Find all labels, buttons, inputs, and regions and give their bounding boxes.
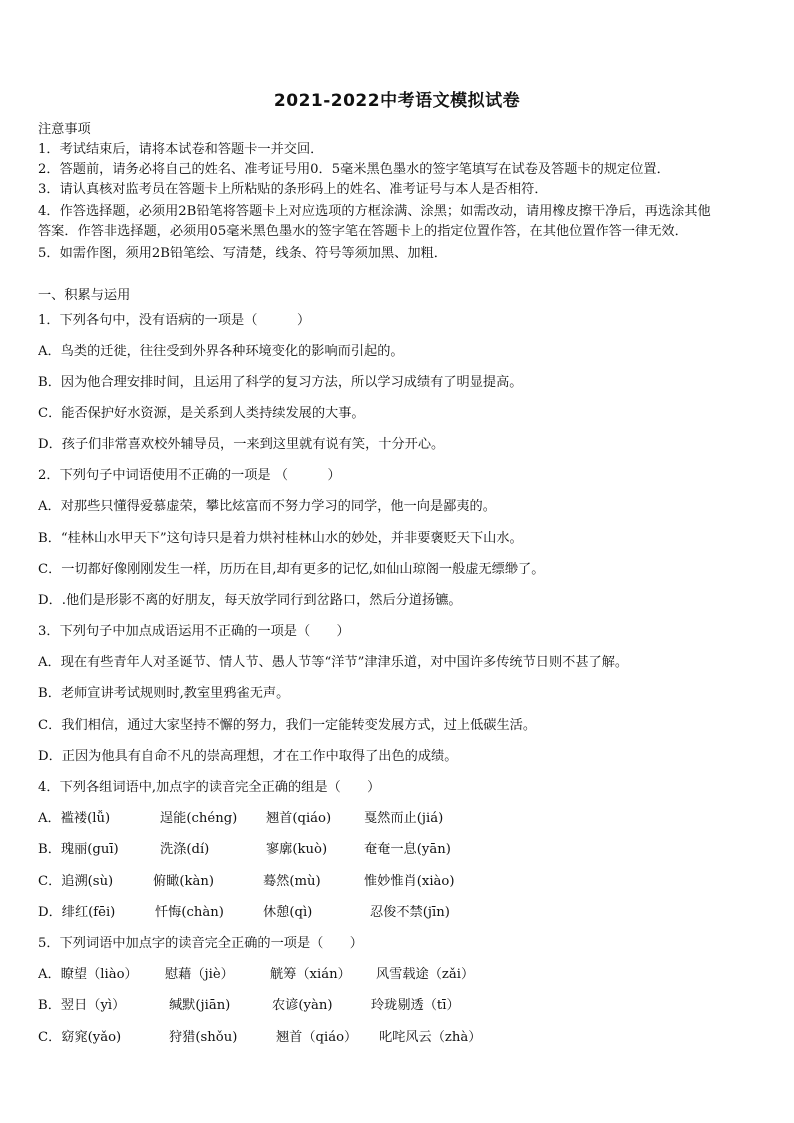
option-cell: B．瑰丽(guī) (38, 842, 119, 857)
question-option: D．孩子们非常喜欢校外辅导员，一来到这里就有说有笑，十分开心。 (38, 437, 445, 452)
question-option: A．鸟类的迁徙，往往受到外界各种环境变化的影响而引起的。 (38, 344, 404, 359)
option-cell: A．褴褛(lǚ) (38, 811, 111, 826)
option-cell: 觥筹（xián） (270, 967, 351, 982)
option-cell: A．瞭望（liào） (38, 967, 138, 982)
option-row (38, 904, 762, 922)
question-stem: 1．下列各句中，没有语病的一项是（ ） (38, 313, 311, 328)
option-cell: 农谚(yàn) (272, 998, 333, 1013)
option-cell: 寥廓(kuò) (266, 842, 328, 857)
option-cell: 慰藉（jiè） (165, 967, 234, 982)
question-option: C．我们相信，通过大家坚持不懈的努力，我们一定能转变发展方式，过上低碳生活。 (38, 718, 537, 733)
question-option: D．正因为他具有自命不凡的崇高理想，才在工作中取得了出色的成绩。 (38, 749, 458, 764)
option-row (38, 966, 762, 984)
option-cell: 缄默(jiān) (169, 998, 231, 1013)
question-option: B．老师宣讲考试规则时,教室里鸦雀无声。 (38, 686, 290, 701)
notice-item: 2．答题前，请务必将自己的姓名、准考证号用0．5毫米黑色墨水的签字笔填写在试卷及答题卡的规定位置． (38, 162, 670, 177)
notice-item: 5．如需作图，须用2B铅笔绘、写清楚，线条、符号等须加黑、加粗． (38, 246, 447, 261)
option-cell: 翘首(qiáo) (266, 811, 332, 826)
option-row (38, 1029, 762, 1047)
option-cell: 忏悔(chàn) (155, 905, 224, 920)
question-option: A．对那些只懂得爱慕虚荣，攀比炫富而不努力学习的同学，他一向是鄙夷的。 (38, 499, 496, 514)
notice-item: 1．考试结束后，请将本试卷和答题卡一并交回． (38, 142, 324, 157)
option-cell: 惟妙惟肖(xiào) (364, 874, 455, 889)
option-row (38, 810, 762, 828)
option-cell: 蓦然(mù) (263, 874, 321, 889)
question-stem: 4．下列各组词语中,加点字的读音完全正确的组是（ ） (38, 780, 381, 795)
notice-item: 3．请认真核对监考员在答题卡上所粘贴的条形码上的姓名、准考证号与本人是否相符． (38, 182, 548, 197)
question-option: B．“桂林山水甲天下”这句诗只是着力烘衬桂林山水的妙处，并非要褒贬天下山水。 (38, 531, 523, 546)
option-cell: D．绯红(fēi) (38, 905, 116, 920)
option-cell: 休憩(qì) (263, 905, 313, 920)
question-option: C．一切都好像刚刚发生一样，历历在目,却有更多的记忆,如仙山琼阁一般虚无缥缈了。 (38, 562, 545, 577)
option-cell: C．窈窕(yǎo) (38, 1030, 122, 1045)
option-cell: 戛然而止(jiá) (364, 811, 444, 826)
option-cell: B．翌日（yì） (38, 998, 126, 1013)
question-stem: 2．下列句子中词语使用不正确的一项是 （ ） (38, 468, 341, 483)
question-stem: 3．下列句子中加点成语运用不正确的一项是（ ） (38, 624, 350, 639)
option-cell: 洗涤(dí) (160, 842, 210, 857)
notice-item: 答案．作答非选择题，必须用05毫米黑色墨水的签字笔在答题卡上的指定位置作答，在其他位置作答一律无效． (38, 224, 688, 239)
option-cell: 叱咤风云（zhà） (379, 1030, 482, 1045)
question-option: B．因为他合理安排时间，且运用了科学的复习方法，所以学习成绩有了明显提高。 (38, 375, 523, 390)
section-heading: 一、积累与运用 (38, 288, 131, 303)
question-option: A．现在有些青年人对圣诞节、情人节、愚人节等“洋节”津津乐道，对中国许多传统节日则不甚了解。 (38, 655, 629, 670)
exam-title: 2021-2022中考语文模拟试卷 (273, 91, 521, 111)
option-cell: 逞能(chéng) (160, 811, 238, 826)
option-cell: 玲珑剔透（tī） (371, 998, 460, 1013)
question-stem: 5．下列词语中加点字的读音完全正确的一项是（ ） (38, 936, 363, 951)
option-row (38, 841, 762, 859)
option-cell: 俯瞰(kàn) (153, 874, 215, 889)
notice-item: 4．作答选择题，必须用2B铅笔将答题卡上对应选项的方框涂满、涂黑；如需改动，请用橡皮擦干净后，再选涂其他 (38, 204, 711, 219)
option-cell: C．追溯(sù) (38, 874, 114, 889)
option-row (38, 873, 762, 891)
option-cell: 奄奄一息(yān) (364, 842, 451, 857)
option-cell: 忍俊不禁(jīn) (370, 905, 450, 920)
option-cell: 翘首（qiáo） (276, 1030, 358, 1045)
option-row (38, 997, 762, 1015)
question-option: C．能否保护好水资源，是关系到人类持续发展的大事。 (38, 406, 365, 421)
notice-heading: 注意事项 (38, 122, 91, 137)
option-cell: 狩猎(shǒu) (169, 1030, 238, 1045)
question-option: D．.他们是形影不离的好朋友，每天放学同行到岔路口，然后分道扬镳。 (38, 593, 462, 608)
option-cell: 风雪载途（zǎi） (376, 967, 475, 982)
